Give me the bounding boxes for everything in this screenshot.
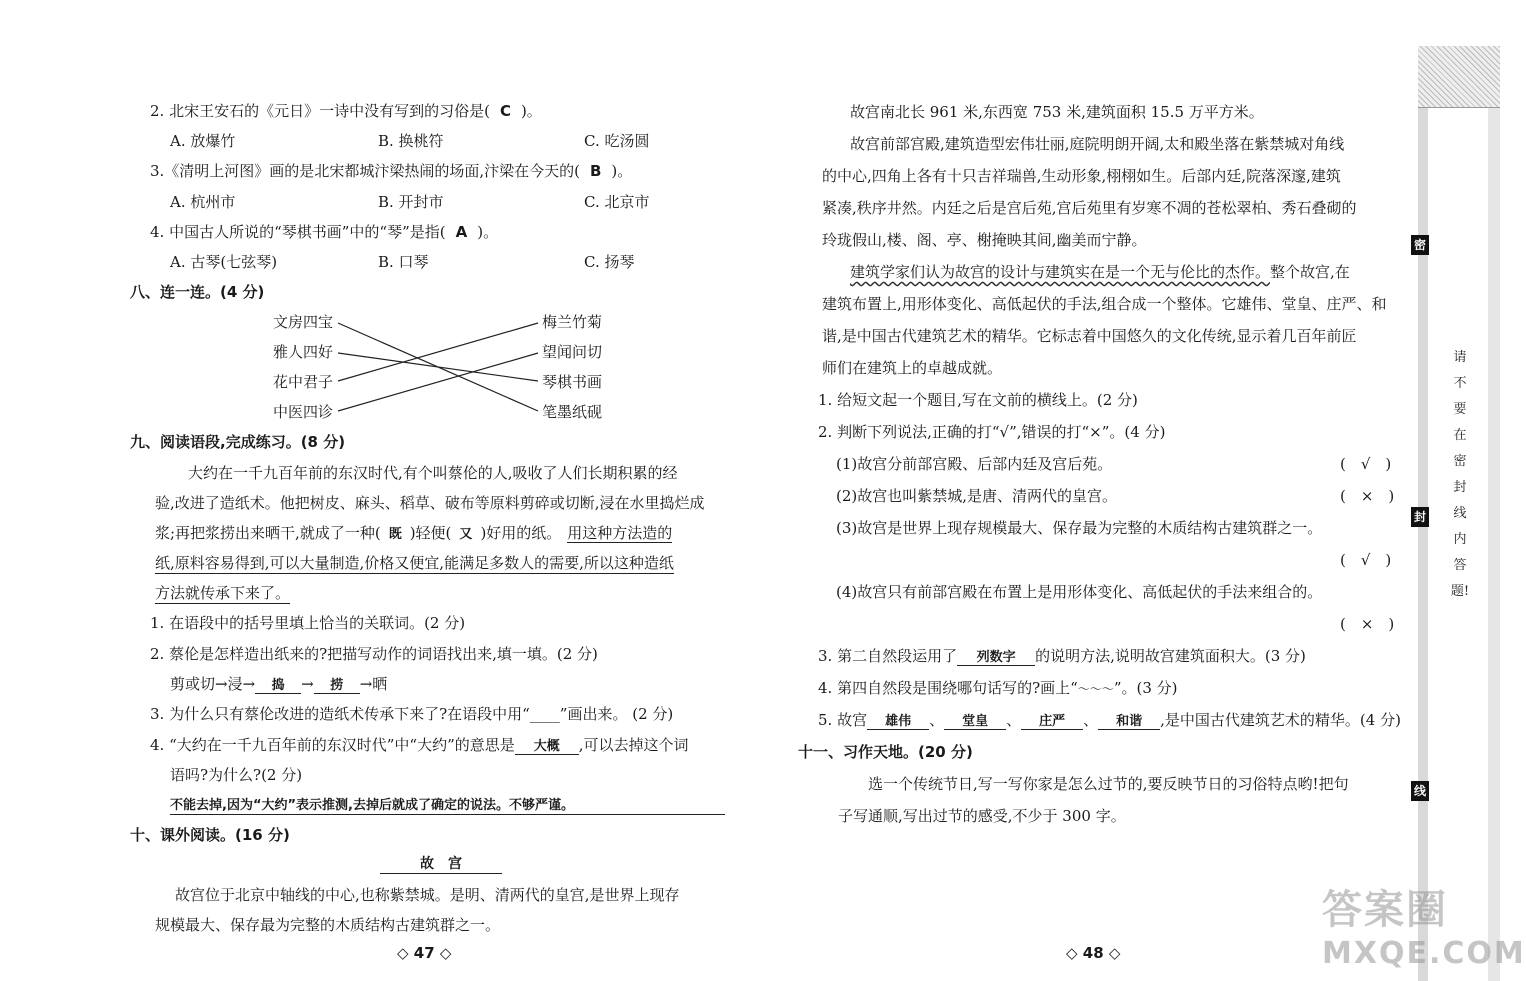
section-10-title: 十、课外阅读。(16 分) xyxy=(130,826,290,844)
match-left-3: 花中君子 xyxy=(273,373,334,391)
reading-p3: 浆;再把浆捞出来晒干,就成了一种( 既 )轻便( 又 )好用的纸。 用这种方法造的 xyxy=(155,524,673,542)
q3-line: 3.《清明上河图》画的是北宋都城汴梁热闹的场面,汴梁在今天的( B )。 xyxy=(150,162,633,180)
underlined-reason-mid: 纸,原料容易得到,可以大量制造,价格又便宜,能满足多数人的需要,所以这种造纸 xyxy=(155,554,674,572)
fill-answer-1: 既 xyxy=(388,527,402,542)
wavy-line-sample: ～～～ xyxy=(1077,682,1114,696)
sec9-q4: 4. “大约在一千九百年前的东汉时代”中“大约”的意思是 大概 ,可以去掉这个词 xyxy=(150,736,689,754)
q3-option-c: C. 北京市 xyxy=(584,193,650,211)
judge-2-text: (2)故宫也叫紫禁城,是唐、清两代的皇宫。 xyxy=(836,487,1118,505)
q5-answer-2: 堂皇 xyxy=(944,710,1006,730)
q4-option-a: A. 古琴(七弦琴) xyxy=(170,253,278,271)
match-right-1: 梅兰竹菊 xyxy=(542,313,603,331)
fill-answer-2: 又 xyxy=(459,527,473,542)
right-q1: 1. 给短文起一个题目,写在文前的横线上。(2 分) xyxy=(818,391,1138,409)
right-line-4: 紧凑,秩序井然。内廷之后是宫后苑,宫后苑里有岁寒不凋的苍松翠柏、秀石叠砌的 xyxy=(822,199,1357,217)
section-11-title: 十一、习作天地。(20 分) xyxy=(798,743,973,761)
q3-option-a: A. 杭州市 xyxy=(170,193,236,211)
q2-answer: C xyxy=(499,102,511,120)
watermark-line-2: MXQE.COM xyxy=(1322,936,1526,971)
article-p1: 故宫位于北京中轴线的中心,也称紫禁城。是明、清两代的皇宫,是世界上现存 xyxy=(175,886,680,904)
match-left-1: 文房四宝 xyxy=(273,313,334,331)
seal-warning-text: 请不要在密封线内答题! xyxy=(1450,350,1470,599)
judge-4-text: (4)故宫只有前部宫殿在布置上是用形体变化、高低起伏的手法来组合的。 xyxy=(836,583,1323,601)
q2-option-a: A. 放爆竹 xyxy=(170,132,236,150)
judge-2-mark: ( × ) xyxy=(1340,487,1395,505)
match-line-2 xyxy=(338,353,538,381)
q3-option-b: B. 开封市 xyxy=(378,193,444,211)
sec9-q2-chain: 剪或切→浸→ 捣 → 捞 →晒 xyxy=(170,675,388,693)
binding-strip-hatch xyxy=(1418,46,1500,108)
right-p4-line-4: 师们在建筑上的卓越成就。 xyxy=(822,359,1003,377)
binding-strip-band-right xyxy=(1488,108,1500,981)
q4-option-c: C. 扬琴 xyxy=(584,253,635,271)
q4-meaning-answer: 大概 xyxy=(515,735,579,755)
q4-line: 4. 中国古人所说的“琴棋书画”中的“琴”是指( A )。 xyxy=(150,223,499,241)
q4-answer: A xyxy=(455,223,468,241)
match-line-4 xyxy=(338,353,538,411)
match-right-3: 琴棋书画 xyxy=(542,373,603,391)
judge-1-mark: ( √ ) xyxy=(1340,455,1392,473)
reading-p1: 大约在一千九百年前的东汉时代,有个叫蔡伦的人,吸收了人们长期积累的经 xyxy=(188,464,678,482)
right-p4-line-3: 谐,是中国古代建筑艺术的精华。它标志着中国悠久的文化传统,显示着几百年前匠 xyxy=(822,327,1357,345)
underlined-reason-end: 方法就传承下来了。 xyxy=(155,584,291,602)
right-q3: 3. 第二自然段运用了 列数字 的说明方法,说明故宫建筑面积大。(3 分) xyxy=(818,647,1306,665)
judge-1-text: (1)故宫分前部宫殿、后部内廷及宫后苑。 xyxy=(836,455,1113,473)
judge-3-text: (3)故宫是世界上现存规模最大、保存最为完整的木质结构古建筑群之一。 xyxy=(836,519,1323,537)
essay-p1: 选一个传统节日,写一写你家是怎么过节的,要反映节日的习俗特点哟!把句 xyxy=(868,775,1349,793)
section-8-title: 八、连一连。(4 分) xyxy=(130,283,265,301)
q5-answer-3: 庄严 xyxy=(1021,710,1083,730)
q4-option-b: B. 口琴 xyxy=(378,253,429,271)
right-q4: 4. 第四自然段是围绕哪句话写的?画上“～～～”。(3 分) xyxy=(818,679,1178,697)
chain-answer-1: 捣 xyxy=(255,674,301,694)
judge-3-mark: ( √ ) xyxy=(1340,551,1392,569)
match-line-3 xyxy=(338,323,538,381)
right-q5: 5. 故宫 雄伟 、 堂皇 、 庄严 、 和谐 ,是中国古代建筑艺术的精华。(4 分) xyxy=(818,711,1401,729)
watermark-line-1: 答案圈 xyxy=(1322,887,1448,933)
right-p4-line-2: 建筑布置上,用形体变化、高低起伏的手法,组合成一个整体。它雄伟、堂皇、庄严、和 xyxy=(822,295,1387,313)
section-9-title: 九、阅读语段,完成练习。(8 分) xyxy=(130,433,346,451)
q5-answer-4: 和谐 xyxy=(1098,710,1160,730)
underlined-reason-start: 用这种方法造的 xyxy=(567,524,673,542)
right-p4-line-1: 建筑学家们认为故宫的设计与建筑实在是一个无与伦比的杰作。整个故宫,在 xyxy=(850,263,1350,281)
q3-method-answer: 列数字 xyxy=(957,646,1035,666)
right-q2: 2. 判断下列说法,正确的打“√”,错误的打“×”。(4 分) xyxy=(818,423,1166,441)
article-title: 故 宫 xyxy=(380,853,502,874)
match-left-4: 中医四诊 xyxy=(273,403,334,421)
right-line-5: 玲珑假山,楼、阁、亭、榭掩映其间,幽美而宁静。 xyxy=(822,231,1147,249)
q2-line: 2. 北宋王安石的《元日》一诗中没有写到的习俗是( C )。 xyxy=(150,102,542,120)
sec9-q4-cont: 语吗?为什么?(2 分) xyxy=(170,766,303,784)
q3-answer: B xyxy=(589,162,602,180)
chain-answer-2: 捞 xyxy=(314,674,360,694)
match-right-4: 笔墨纸砚 xyxy=(542,403,603,421)
sec9-q4-answer: 不能去掉,因为“大约”表示推测,去掉后就成了确定的说法。不够严谨。 xyxy=(170,794,725,815)
sec9-q1: 1. 在语段中的括号里填上恰当的关联词。(2 分) xyxy=(150,614,466,632)
q2-option-b: B. 换桃符 xyxy=(378,132,444,150)
right-line-2: 故宫前部宫殿,建筑造型宏伟壮丽,庭院明朗开阔,太和殿坐落在紫禁城对角线 xyxy=(850,135,1345,153)
reading-p2: 验,改进了造纸术。他把树皮、麻头、稻草、破布等原料剪碎或切断,浸在水里捣烂成 xyxy=(155,494,705,512)
right-line-1: 故宫南北长 961 米,东西宽 753 米,建筑面积 15.5 万平方米。 xyxy=(850,103,1264,121)
sec9-q2: 2. 蔡伦是怎样造出纸来的?把描写动作的词语找出来,填一填。(2 分) xyxy=(150,645,598,663)
page-number-48: ◇ 48 ◇ xyxy=(1066,944,1121,962)
judge-4-mark: ( × ) xyxy=(1340,615,1395,633)
seal-label-feng: 封 xyxy=(1411,507,1429,527)
q2-option-c: C. 吃汤圆 xyxy=(584,132,650,150)
essay-p2: 子写通顺,写出过节的感受,不少于 300 字。 xyxy=(838,807,1126,825)
page-number-47: ◇ 47 ◇ xyxy=(397,944,452,962)
seal-label-mi: 密 xyxy=(1411,235,1429,255)
sec9-q3: 3. 为什么只有蔡伦改进的造纸术传承下来了?在语段中用“____”画出来。 (2 分) xyxy=(150,705,674,723)
article-p2: 规模最大、保存最为完整的木质结构古建筑群之一。 xyxy=(155,916,501,934)
topic-sentence: 建筑学家们认为故宫的设计与建筑实在是一个无与伦比的杰作。 xyxy=(850,263,1271,281)
q5-answer-1: 雄伟 xyxy=(867,710,929,730)
match-right-2: 望闻问切 xyxy=(542,343,603,361)
watermark xyxy=(1322,888,1526,976)
match-left-2: 雅人四好 xyxy=(273,343,334,361)
seal-label-xian: 线 xyxy=(1411,781,1429,801)
matching-lines xyxy=(336,315,542,420)
right-line-3: 的中心,四角上各有十只吉祥瑞兽,生动形象,栩栩如生。后部内廷,院落深邃,建筑 xyxy=(822,167,1341,185)
